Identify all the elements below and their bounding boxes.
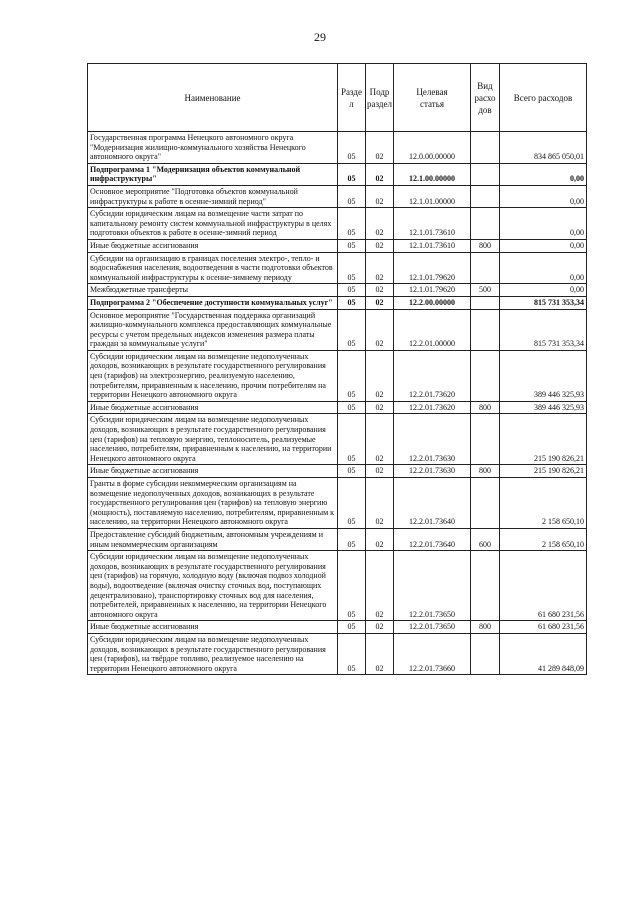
row-section-cell: 05 (338, 309, 366, 350)
row-section-cell: 05 (338, 478, 366, 529)
row-subsection-cell: 02 (366, 350, 394, 401)
budget-table (87, 63, 587, 675)
row-name-cell: Государственная программа Ненецкого автономного округа "Модернизация жилищно-коммунального хозяйства Ненецкого автономного округа" (88, 132, 338, 164)
row-target-cell: 12.2.01.73660 (394, 633, 471, 674)
row-type-cell (471, 163, 500, 185)
row-target-cell: 12.0.00.00000 (394, 132, 471, 164)
row-type-cell: 800 (471, 621, 500, 634)
table-row (88, 621, 587, 634)
row-section-cell: 05 (338, 528, 366, 550)
row-name-cell: Субсидии юридическим лицам на возмещение недополученных доходов, возникающих в результате государственного регулирования цен (тарифов), на твёрдое топливо, реализуемое населению на территории Ненецкого автономного округа (88, 633, 338, 674)
row-total-cell: 0,00 (500, 163, 587, 185)
header-total-expenses: Всего расходов (500, 64, 587, 132)
row-type-cell: 800 (471, 401, 500, 414)
row-section-cell: 05 (338, 185, 366, 207)
row-name-cell: Субсидии юридическим лицам на возмещение недополученных доходов, возникающих в результате государственного регулирования цен (тарифов) на тепловую энергию, теплоноситель, реализуемые населению, потребителям, приравненным к населению, на территории Ненецкого автономного округа (88, 414, 338, 465)
row-type-cell: 800 (471, 239, 500, 252)
table-row (88, 208, 587, 240)
table-row (88, 284, 587, 297)
table-row (88, 401, 587, 414)
row-name-cell: Подпрограмма 1 "Модернизация объектов коммунальной инфраструктуры" (88, 163, 338, 185)
row-target-cell: 12.1.01.00000 (394, 185, 471, 207)
row-total-cell: 215 190 826,21 (500, 414, 587, 465)
table-row (88, 551, 587, 621)
row-total-cell: 0,00 (500, 185, 587, 207)
table-row (88, 185, 587, 207)
row-section-cell: 05 (338, 633, 366, 674)
table-row (88, 633, 587, 674)
table-row (88, 132, 587, 164)
row-total-cell: 41 289 848,09 (500, 633, 587, 674)
row-total-cell: 0,00 (500, 284, 587, 297)
row-total-cell: 0,00 (500, 239, 587, 252)
row-section-cell: 05 (338, 239, 366, 252)
row-subsection-cell: 02 (366, 633, 394, 674)
row-subsection-cell: 02 (366, 132, 394, 164)
row-name-cell: Гранты в форме субсидии некоммерческим организациям на возмещение недополученных доходов, возникающих в результате государственного регулирования цен (тарифов) на тепловую энергию (мощность), поставляемую населению, потребителям, приравненным к населению, на территории Ненецкого автономного округа (88, 478, 338, 529)
row-target-cell: 12.2.00.00000 (394, 296, 471, 309)
row-type-cell: 500 (471, 284, 500, 297)
table-row (88, 239, 587, 252)
row-target-cell: 12.2.01.73650 (394, 551, 471, 621)
row-total-cell: 389 446 325,93 (500, 350, 587, 401)
row-total-cell: 389 446 325,93 (500, 401, 587, 414)
table-row (88, 350, 587, 401)
table-row (88, 163, 587, 185)
row-section-cell: 05 (338, 401, 366, 414)
row-name-cell: Субсидии юридическим лицам на возмещение части затрат по капитальному ремонту систем коммунальной инфраструктуры в целях подготовки объектов к работе в осенне-зимний период (88, 208, 338, 240)
row-total-cell: 834 865 050,01 (500, 132, 587, 164)
row-target-cell: 12.1.01.73610 (394, 239, 471, 252)
row-name-cell: Межбюджетные трансферты (88, 284, 338, 297)
row-target-cell: 12.1.01.79620 (394, 284, 471, 297)
row-section-cell: 05 (338, 132, 366, 164)
row-target-cell: 12.2.01.73650 (394, 621, 471, 634)
row-subsection-cell: 02 (366, 309, 394, 350)
row-subsection-cell: 02 (366, 208, 394, 240)
table-row (88, 465, 587, 478)
table-header-row (88, 64, 587, 132)
row-total-cell: 815 731 353,34 (500, 309, 587, 350)
table-row (88, 252, 587, 284)
row-target-cell: 12.2.01.73630 (394, 465, 471, 478)
row-name-cell: Субсидии на организацию в границах поселения электро-, тепло- и водоснабжения населения, водоотведения в части подготовки объектов коммунальной инфраструктуры к осенне-зимнему периоду (88, 252, 338, 284)
row-name-cell: Иные бюджетные ассигнования (88, 239, 338, 252)
row-name-cell: Предоставление субсидий бюджетным, автономным учреждениям и иным некоммерческим организациям (88, 528, 338, 550)
header-name: Наименование (88, 64, 338, 132)
row-total-cell: 2 158 650,10 (500, 528, 587, 550)
row-target-cell: 12.2.01.73620 (394, 350, 471, 401)
row-subsection-cell: 02 (366, 478, 394, 529)
table-row (88, 309, 587, 350)
row-type-cell (471, 208, 500, 240)
row-type-cell (471, 478, 500, 529)
row-section-cell: 05 (338, 414, 366, 465)
row-subsection-cell: 02 (366, 401, 394, 414)
row-total-cell: 815 731 353,34 (500, 296, 587, 309)
row-target-cell: 12.2.01.73640 (394, 478, 471, 529)
table-row (88, 296, 587, 309)
row-type-cell: 800 (471, 465, 500, 478)
row-type-cell (471, 252, 500, 284)
row-type-cell (471, 633, 500, 674)
row-target-cell: 12.1.00.00000 (394, 163, 471, 185)
row-name-cell: Основное мероприятие "Государственная поддержка организаций жилищно-коммунального комплекса предоставляющих коммунальные ресурсы с учетом предельных индексов изменения размера платы граждан за коммунальные услуги" (88, 309, 338, 350)
row-subsection-cell: 02 (366, 185, 394, 207)
row-section-cell: 05 (338, 296, 366, 309)
header-target-article: Целевая статья (394, 64, 471, 132)
row-section-cell: 05 (338, 163, 366, 185)
row-target-cell: 12.2.01.73630 (394, 414, 471, 465)
row-target-cell: 12.1.01.79620 (394, 252, 471, 284)
row-subsection-cell: 02 (366, 296, 394, 309)
table-row (88, 478, 587, 529)
row-type-cell (471, 185, 500, 207)
row-total-cell: 2 158 650,10 (500, 478, 587, 529)
row-subsection-cell: 02 (366, 252, 394, 284)
row-section-cell: 05 (338, 465, 366, 478)
row-type-cell (471, 350, 500, 401)
row-section-cell: 05 (338, 350, 366, 401)
row-subsection-cell: 02 (366, 239, 394, 252)
row-name-cell: Иные бюджетные ассигнования (88, 465, 338, 478)
table-row (88, 414, 587, 465)
row-subsection-cell: 02 (366, 528, 394, 550)
row-total-cell: 61 680 231,56 (500, 621, 587, 634)
header-expense-type: Вид расхо дов (471, 64, 500, 132)
row-section-cell: 05 (338, 621, 366, 634)
table-row (88, 528, 587, 550)
header-section: Разде л (338, 64, 366, 132)
row-name-cell: Иные бюджетные ассигнования (88, 401, 338, 414)
row-subsection-cell: 02 (366, 414, 394, 465)
row-target-cell: 12.2.01.73640 (394, 528, 471, 550)
page-number: 29 (314, 30, 326, 44)
row-target-cell: 12.1.01.73610 (394, 208, 471, 240)
row-type-cell: 600 (471, 528, 500, 550)
row-total-cell: 0,00 (500, 208, 587, 240)
row-name-cell: Основное мероприятие "Подготовка объектов коммунальной инфраструктуры к работе в осенне-зимний период" (88, 185, 338, 207)
row-total-cell: 215 190 826,21 (500, 465, 587, 478)
row-subsection-cell: 02 (366, 551, 394, 621)
row-name-cell: Подпрограмма 2 "Обеспечение доступности коммунальных услуг" (88, 296, 338, 309)
row-target-cell: 12.2.01.73620 (394, 401, 471, 414)
row-total-cell: 61 680 231,56 (500, 551, 587, 621)
row-type-cell (471, 551, 500, 621)
row-name-cell: Субсидии юридическим лицам на возмещение недополученных доходов, возникающих в результате государственного регулирования цен (тарифов) на горячую, холодную воду (включая подвоз холодной воды), водоотведение (включая очистку сточных вод, поступающих децентрализовано), транспортировку сточных вод для населения, потребителей, приравненных к населению, на территории Ненецкого автономного округа (88, 551, 338, 621)
row-name-cell: Субсидии юридическим лицам на возмещение недополученных доходов, возникающих в результате государственного регулирования цен (тарифов) на электроэнергию, реализуемую населению, потребителям, приравненным к населению, прочим потребителям на территории Ненецкого автономного округа (88, 350, 338, 401)
row-name-cell: Иные бюджетные ассигнования (88, 621, 338, 634)
row-target-cell: 12.2.01.00000 (394, 309, 471, 350)
row-type-cell (471, 309, 500, 350)
row-section-cell: 05 (338, 551, 366, 621)
row-subsection-cell: 02 (366, 284, 394, 297)
header-subsection: Подр раздел (366, 64, 394, 132)
row-subsection-cell: 02 (366, 465, 394, 478)
row-type-cell (471, 296, 500, 309)
row-section-cell: 05 (338, 284, 366, 297)
row-section-cell: 05 (338, 252, 366, 284)
row-subsection-cell: 02 (366, 621, 394, 634)
row-subsection-cell: 02 (366, 163, 394, 185)
row-type-cell (471, 414, 500, 465)
table-body (88, 132, 587, 675)
row-type-cell (471, 132, 500, 164)
row-section-cell: 05 (338, 208, 366, 240)
row-total-cell: 0,00 (500, 252, 587, 284)
